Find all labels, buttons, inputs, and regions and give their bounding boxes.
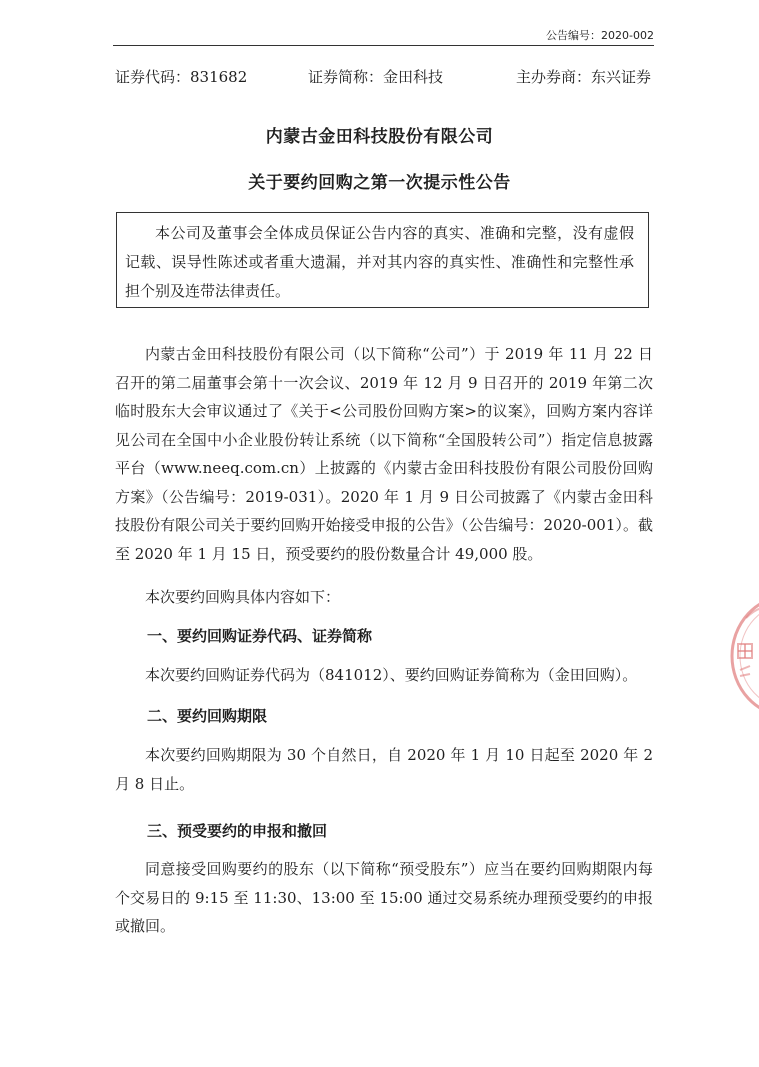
section-text-3: 同意接受回购要约的股东（以下简称“预受股东”）应当在要约回购期限内每个交易日的 9:15 至 11:30、13:00 至 15:00 通过交易系统办理预受要约的申报或撤回。: [115, 860, 653, 935]
header-divider: [113, 45, 654, 46]
security-code: 证券代码：831682: [115, 68, 248, 86]
section-heading-1: 一、要约回购证券代码、证券简称: [147, 627, 373, 645]
security-info-row: [115, 66, 651, 88]
intro-paragraph: 内蒙古金田科技股份有限公司（以下简称“公司”）于 2019 年 11 月 22 日召开的第二届董事会第十一次会议、2019 年 12 月 9 日召开的 2019 年第二次临时股东大会审议通过了《关于<公司股份回购方案>的议案》，回购方案内容详见公司在全国中小企业股份转让系统（以下简称“全国股转公司”）指定信息披露平台（www.neeq.com.cn）上披露的《内蒙古金田科技股份有限公司股份回购方案》（公告编号：2019-031）。2020 年 1 月 9 日公司披露了《内蒙古金田科技股份有限公司关于要约回购开始接受申报的公告》（公告编号：2020-001）。截至 2020 年 1 月 15 日，预受要约的股份数量合计 49,000 股。: [115, 345, 653, 563]
section-heading-3: 三、预受要约的申报和撤回: [147, 822, 328, 840]
disclaimer-box: 本公司及董事会全体成员保证公告内容的真实、准确和完整，没有虚假记载、误导性陈述或者重大遗漏，并对其内容的真实性、准确性和完整性承担个别及连带法律责任。: [116, 212, 649, 308]
company-seal-stamp: [728, 592, 759, 720]
security-short-name: 证券简称：金田科技: [308, 68, 444, 86]
section-text-2: 本次要约回购期限为 30 个自然日，自 2020 年 1 月 10 日起至 2020 年 2 月 8 日止。: [115, 746, 653, 793]
section-heading-2: 二、要约回购期限: [147, 707, 268, 725]
intro-lead-in: 本次要约回购具体内容如下：: [145, 588, 341, 606]
company-title: 内蒙古金田科技股份有限公司: [265, 127, 494, 147]
announcement-number: 公告编号：2020-002: [546, 29, 654, 42]
notice-title: 关于要约回购之第一次提示性公告: [248, 173, 511, 193]
sponsor-broker: 主办券商：东兴证券: [515, 68, 651, 86]
section-text-1: 本次要约回购证券代码为（841012）、要约回购证券简称为（金田回购）。: [145, 666, 638, 684]
